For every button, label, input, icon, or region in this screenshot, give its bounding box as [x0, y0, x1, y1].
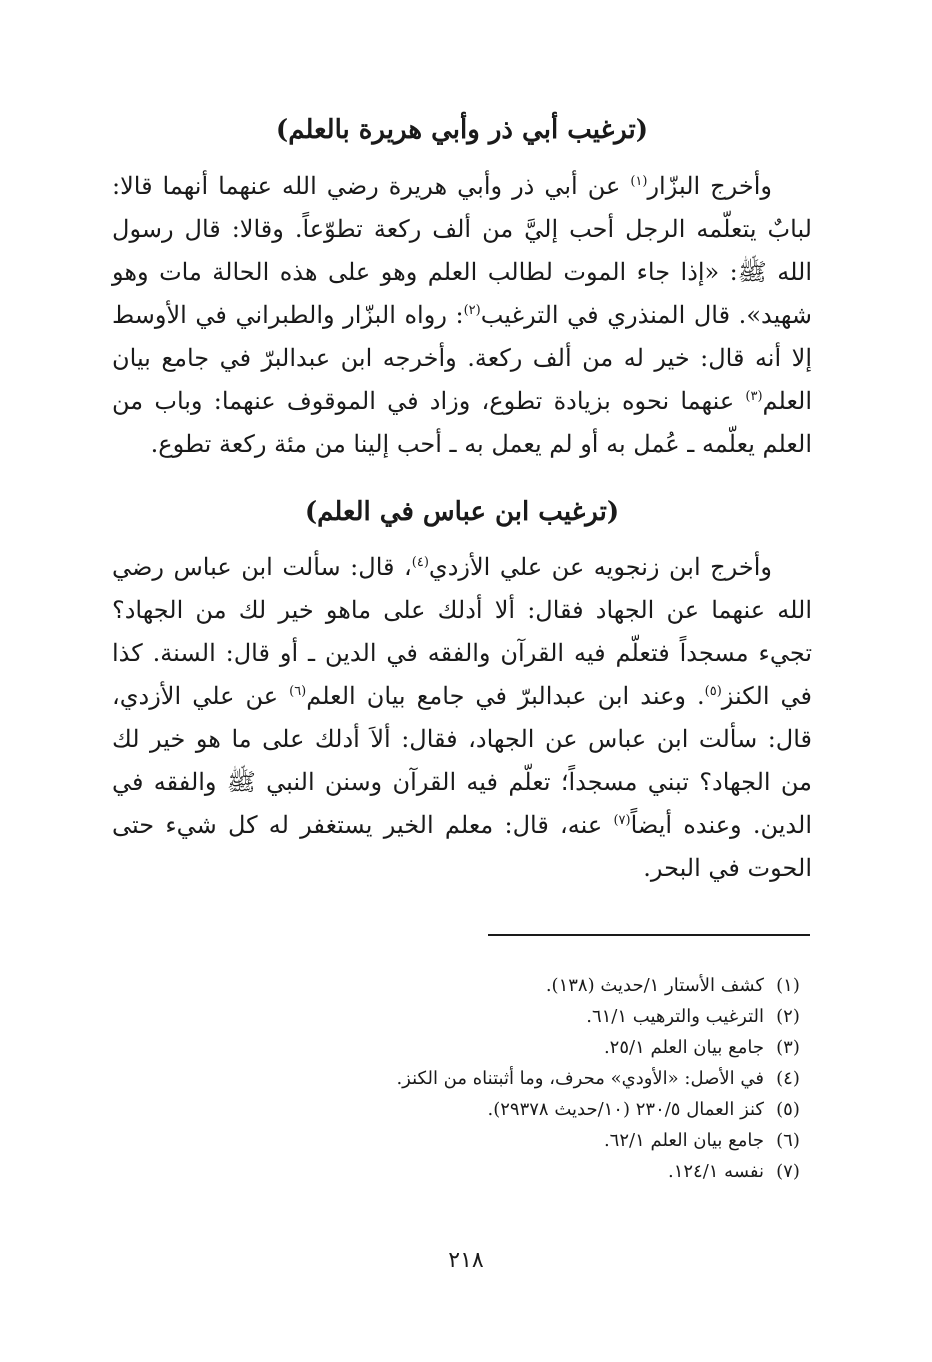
footnote-ref-4: (٤) [411, 555, 429, 570]
section-title-ibn-abbas: (ترغيب ابن عباس في العلم) [304, 497, 620, 527]
footnote-text: نفسه ١٢٤/١. [667, 1161, 764, 1182]
paragraph-ibn-abbas [112, 546, 812, 890]
footnote-item [112, 1032, 812, 1063]
footnote-ref-1: (١) [630, 174, 648, 189]
footnote-text: جامع بيان العلم ٦٢/١. [603, 1130, 764, 1151]
text-run: عنه، قال: معلم الخير يستغفر له كل شيء حتى الحوت في البحر. [112, 811, 812, 882]
footnote-item [112, 1094, 812, 1125]
footnote-separator [488, 934, 810, 936]
footnote-item [112, 1125, 812, 1156]
footnote-ref-5: (٥) [704, 684, 722, 699]
text-run: وأخرج البزّار [647, 172, 773, 200]
footnote-ref-7: (٧) [613, 813, 631, 828]
footnote-ref-6: (٦) [289, 684, 307, 699]
footnote-text: كنز العمال ٢٣٠/٥ (١٠/حديث ٢٩٣٧٨). [487, 1099, 764, 1120]
footnote-ref-2: (٢) [463, 303, 481, 318]
footnote-item [112, 1156, 812, 1187]
footnote-number: (١) [776, 975, 800, 996]
section-body-abu-dharr [112, 165, 812, 466]
footnote-text: كشف الأستار ١/حديث (١٣٨). [545, 975, 764, 996]
text-run: عنهما نحوه بزيادة تطوع، وزاد في الموقوف عنهما: وباب من العلم يعلّمه ـ عُمل به أو لم يعمل به ـ أحب إلينا من مئة ركعة تطوع. [112, 387, 812, 458]
footnote-number: (٧) [776, 1161, 800, 1182]
footnote-item [112, 1001, 812, 1032]
text-run: عن أبي ذر وأبي هريرة رضي الله عنهما أنهما قالا: لبابٌ يتعلّمه الرجل أحب إليَّ من ألف ركعة تطوّعاً. وقالا: قال رسول الله ﷺ: «إذا جاء الموت لطالب العلم وهو على هذه الحالة مات وهو شهيد». قال المنذري في الترغيب [112, 172, 813, 329]
footnote-number: (٦) [776, 1130, 800, 1151]
footnote-number: (٤) [776, 1068, 800, 1089]
text-run: . وعند ابن عبدالبرّ في جامع بيان العلم [306, 682, 705, 710]
footnote-item [112, 970, 812, 1001]
footnote-ref-3: (٣) [745, 389, 763, 404]
paragraph-abu-dharr [112, 165, 812, 466]
footnote-number: (٣) [776, 1037, 800, 1058]
text-run: : رواه البزّار والطبراني في الأوسط إلا أنه قال: خير له من ألف ركعة. وأخرجه ابن عبدالبرّ في جامع بيان العلم [112, 301, 813, 415]
text-run: ، قال: سألت ابن عباس رضي الله عنهما عن الجهاد فقال: ألا أدلك على ماهو خير لك من الجهاد؟ تجيء مسجداً فتعلّم فيه القرآن والفقه في الدين ـ أو قال: السنة. كذا في الكنز [112, 553, 813, 710]
text-run: عن علي الأزدي، قال: سألت ابن عباس عن الجهاد، فقال: ألاَ أدلك على ما هو خير لك من الجهاد؟ تبني مسجداً؛ تعلّم فيه القرآن وسنن النبي ﷺ والفقه في الدين. وعنده أيضاً [112, 682, 812, 839]
footnotes [112, 970, 812, 1187]
footnote-item [112, 1063, 812, 1094]
footnote-text: الترغيب والترهيب ٦١/١. [586, 1006, 764, 1027]
footnote-number: (٢) [776, 1006, 800, 1027]
section-title-abu-dharr: (ترغيب أبي ذر وأبي هريرة بالعلم) [275, 115, 649, 145]
page-number: ٢١٨ [448, 1248, 484, 1273]
section-body-ibn-abbas [112, 546, 812, 890]
footnote-number: (٥) [776, 1099, 800, 1120]
text-run: وأخرج ابن زنجويه عن علي الأزدي [428, 553, 773, 581]
footnote-text: جامع بيان العلم ٢٥/١. [603, 1037, 764, 1058]
footnote-text: في الأصل: «الأودي» محرف، وما أثبتناه من الكنز. [396, 1068, 764, 1089]
